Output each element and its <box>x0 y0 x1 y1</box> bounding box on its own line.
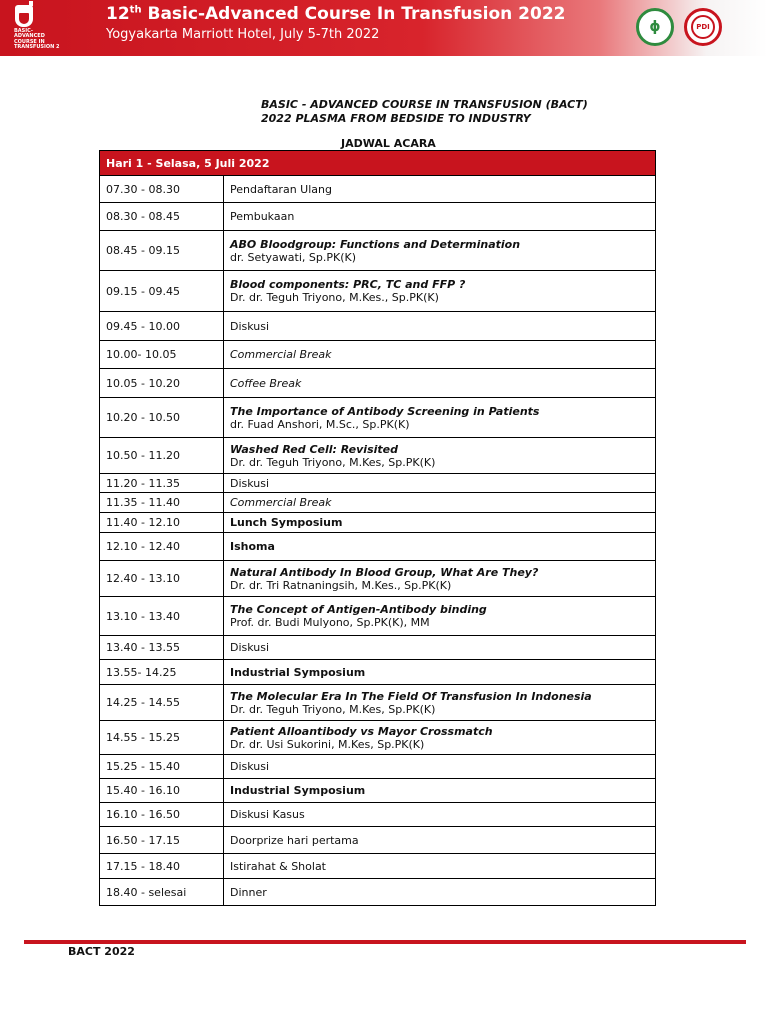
row-activity <box>224 312 656 341</box>
schedule-row <box>100 493 656 513</box>
activity-text: Pendaftaran Ulang <box>230 182 332 196</box>
blood-bag-icon <box>15 5 33 27</box>
row-time: 10.05 - 10.20 <box>100 369 224 398</box>
row-time: 18.40 - selesai <box>100 879 224 906</box>
schedule-table <box>99 150 656 906</box>
header-title <box>106 4 566 24</box>
row-time: 13.55- 14.25 <box>100 660 224 685</box>
schedule-row <box>100 636 656 660</box>
row-time: 15.25 - 15.40 <box>100 755 224 779</box>
seal-green-mark: ϕ <box>649 19 661 35</box>
session-title: Natural Antibody In Blood Group, What Are They? <box>230 565 539 579</box>
session-title: ABO Bloodgroup: Functions and Determination <box>230 237 521 251</box>
activity-text: Pembukaan <box>230 210 295 223</box>
header-banner <box>0 0 768 56</box>
row-time: 08.45 - 09.15 <box>100 231 224 271</box>
activity-text: Industrial Symposium <box>230 665 366 679</box>
row-activity <box>224 271 656 312</box>
activity-text: Diskusi <box>230 476 270 490</box>
row-time: 12.10 - 12.40 <box>100 533 224 561</box>
row-time: 10.00- 10.05 <box>100 341 224 369</box>
day-header-row <box>100 151 656 176</box>
day-header: Hari 1 - Selasa, 5 Juli 2022 <box>100 151 656 176</box>
session-speaker: Dr. dr. Teguh Triyono, M.Kes., Sp.PK(K) <box>230 291 439 304</box>
activity-text: Commercial Break <box>230 496 332 509</box>
row-time: 07.30 - 08.30 <box>100 176 224 203</box>
row-time: 14.55 - 15.25 <box>100 721 224 755</box>
schedule-row <box>100 176 656 203</box>
schedule-row <box>100 203 656 231</box>
row-activity <box>224 660 656 685</box>
session-title: The Concept of Antigen-Antibody binding <box>230 603 487 616</box>
session-title: Patient Alloantibody vs Mayor Crossmatch <box>230 724 493 738</box>
activity-text: Diskusi <box>230 641 270 654</box>
row-activity <box>224 203 656 231</box>
schedule-row <box>100 827 656 854</box>
logo-text: BASIC- ADVANCED COURSE IN TRANSFUSION 2 <box>14 28 60 51</box>
row-time: 13.40 - 13.55 <box>100 636 224 660</box>
row-activity <box>224 685 656 721</box>
schedule-row <box>100 597 656 636</box>
row-time: 13.10 - 13.40 <box>100 597 224 636</box>
row-time: 16.10 - 16.50 <box>100 803 224 827</box>
activity-text: Diskusi <box>230 319 270 333</box>
schedule-row <box>100 438 656 474</box>
row-activity <box>224 561 656 597</box>
row-activity <box>224 721 656 755</box>
activity-text: Ishoma <box>230 540 275 553</box>
row-activity <box>224 803 656 827</box>
row-time: 11.40 - 12.10 <box>100 513 224 533</box>
schedule-row <box>100 533 656 561</box>
document-title: BASIC - ADVANCED COURSE IN TRANSFUSION (BACT) 2022 PLASMA FROM BEDSIDE TO INDUSTRY <box>261 98 588 125</box>
schedule-row <box>100 474 656 493</box>
session-title: The Molecular Era In The Field Of Transfusion In Indonesia <box>230 689 592 703</box>
session-speaker: Dr. dr. Teguh Triyono, M.Kes, Sp.PK(K) <box>230 455 436 469</box>
row-activity <box>224 597 656 636</box>
row-activity <box>224 513 656 533</box>
activity-text: Lunch Symposium <box>230 516 343 529</box>
schedule-row <box>100 513 656 533</box>
seal-red-mark: PDI <box>696 23 710 31</box>
schedule-row <box>100 779 656 803</box>
schedule-row <box>100 312 656 341</box>
row-time: 17.15 - 18.40 <box>100 854 224 879</box>
session-speaker: Dr. dr. Usi Sukorini, M.Kes, Sp.PK(K) <box>230 737 425 751</box>
row-time: 14.25 - 14.55 <box>100 685 224 721</box>
row-time: 16.50 - 17.15 <box>100 827 224 854</box>
row-activity <box>224 369 656 398</box>
row-activity <box>224 493 656 513</box>
activity-text: Dinner <box>230 885 267 899</box>
association-seal-red <box>684 8 722 46</box>
row-time: 10.50 - 11.20 <box>100 438 224 474</box>
activity-text: Coffee Break <box>230 376 302 390</box>
row-time: 11.20 - 11.35 <box>100 474 224 493</box>
session-speaker: Prof. dr. Budi Mulyono, Sp.PK(K), MM <box>230 616 430 629</box>
row-time: 10.20 - 10.50 <box>100 398 224 438</box>
activity-text: Doorprize hari pertama <box>230 833 359 847</box>
schedule-row <box>100 879 656 906</box>
schedule-row <box>100 854 656 879</box>
row-activity <box>224 854 656 879</box>
schedule-heading: JADWAL ACARA <box>341 137 436 150</box>
schedule-row <box>100 561 656 597</box>
row-time: 11.35 - 11.40 <box>100 493 224 513</box>
row-time: 15.40 - 16.10 <box>100 779 224 803</box>
schedule-row <box>100 660 656 685</box>
row-activity <box>224 755 656 779</box>
activity-text: Istirahat & Sholat <box>230 859 326 873</box>
session-speaker: dr. Fuad Anshori, M.Sc., Sp.PK(K) <box>230 417 410 431</box>
schedule-row <box>100 398 656 438</box>
row-time: 09.15 - 09.45 <box>100 271 224 312</box>
schedule-row <box>100 755 656 779</box>
row-activity <box>224 474 656 493</box>
title-text: Basic-Advanced Course In Transfusion 2022 <box>141 4 566 24</box>
row-activity <box>224 438 656 474</box>
association-seal-green <box>636 8 674 46</box>
row-activity <box>224 341 656 369</box>
title-number: 12 <box>106 4 130 24</box>
schedule-row <box>100 231 656 271</box>
title-ordinal: th <box>129 4 142 16</box>
session-speaker: dr. Setyawati, Sp.PK(K) <box>230 250 357 264</box>
session-speaker: Dr. dr. Tri Ratnaningsih, M.Kes., Sp.PK(K) <box>230 578 452 592</box>
row-activity <box>224 176 656 203</box>
row-time: 09.45 - 10.00 <box>100 312 224 341</box>
row-activity <box>224 533 656 561</box>
schedule-row <box>100 369 656 398</box>
schedule-row <box>100 341 656 369</box>
row-activity <box>224 636 656 660</box>
bact-logo <box>8 5 68 53</box>
row-activity <box>224 231 656 271</box>
footer-label: BACT 2022 <box>68 945 135 958</box>
session-title: Washed Red Cell: Revisited <box>230 442 398 456</box>
footer-rule <box>24 940 746 944</box>
schedule-row <box>100 721 656 755</box>
activity-text: Industrial Symposium <box>230 784 366 797</box>
schedule-row <box>100 803 656 827</box>
header-subtitle: Yogyakarta Marriott Hotel, July 5-7th 2022 <box>106 27 380 42</box>
row-activity <box>224 779 656 803</box>
row-activity <box>224 398 656 438</box>
schedule-row <box>100 271 656 312</box>
row-activity <box>224 827 656 854</box>
row-time: 08.30 - 08.45 <box>100 203 224 231</box>
session-speaker: Dr. dr. Teguh Triyono, M.Kes, Sp.PK(K) <box>230 702 436 716</box>
session-title: Blood components: PRC, TC and FFP ? <box>230 278 466 291</box>
activity-text: Diskusi <box>230 760 270 773</box>
row-time: 12.40 - 13.10 <box>100 561 224 597</box>
schedule-row <box>100 685 656 721</box>
activity-text: Commercial Break <box>230 348 332 361</box>
row-activity <box>224 879 656 906</box>
session-title: The Importance of Antibody Screening in Patients <box>230 404 540 418</box>
activity-text: Diskusi Kasus <box>230 808 305 821</box>
